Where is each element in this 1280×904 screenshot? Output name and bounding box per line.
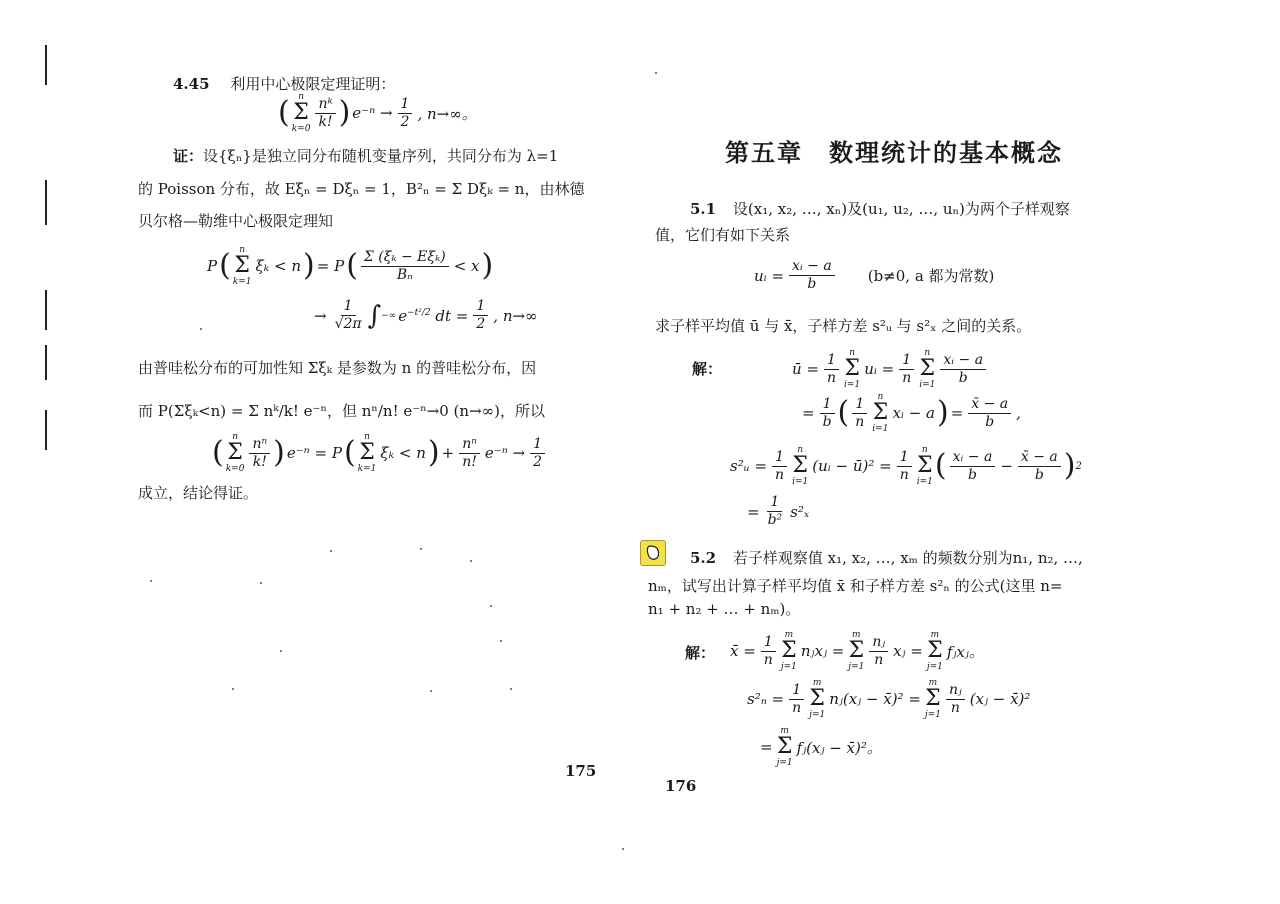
binding-mark [45,290,47,330]
problem2-line-3: n₁ + n₂ + … + nₘ)。 [648,600,801,618]
problem-statement: 利用中心极限定理证明： [230,75,396,93]
problem2-text: 若子样观察值 x₁, x₂, …, xₘ 的频数分别为n₁, n₂, …, [732,549,1083,567]
proof-line-2: 的 Poisson 分布，故 Eξₙ = Dξₙ = 1，B²ₙ = Σ Dξₖ = n，由林德 [138,180,585,198]
scan-speck [490,605,492,607]
scan-speck [420,548,422,550]
problem1-relation-formula: uᵢ = $\frac{\text{xᵢ − a}}{b}$ (b≠0, a 都为常数) [754,258,995,292]
weighted-mean-formula: x̄ = $\frac{1}{n}$ m Σ j=1 nⱼxⱼ = m Σ j=1 $\frac{\text{nⱼ}}{n}$ xⱼ = m Σ j=1 fⱼxⱼ。 [730,630,984,672]
solution2-label: 解： [685,644,716,662]
mean-formula-1: ū = $\frac{1}{n}$ n Σ i=1 uᵢ = $\frac{1}{n}$ n Σ i=1 $\frac{\text{xᵢ − a}}{b}$ [790,348,989,390]
scan-speck [510,688,512,690]
problem1-text: 设(x₁, x₂, …, xₙ)及(u₁, u₂, …, uₙ)为两个子样观察 [732,200,1070,218]
problem2-line-2: nₘ，试写出计算子样平均值 x̄ 和子样方差 s²ₙ 的公式(这里 n= [648,577,1063,595]
scan-speck [470,560,472,562]
page-number: 175 [565,762,597,780]
proof-line-3: 贝尔格—勒维中心极限定理知 [138,212,334,230]
binding-mark [45,345,47,380]
scan-speck [232,688,234,690]
binding-mark [45,410,47,450]
normal-integral-formula: → $\frac{1}{√2\pi}$ ∫ −∞ $e^{-t^2/2}$ dt = $\frac{1}{2}$ , n→∞ [314,298,538,332]
scan-speck [655,72,657,74]
problem1-number: 5.1 [690,200,717,218]
binding-mark [45,45,47,85]
problem1-line-1 [690,198,1070,219]
scan-speck [500,640,502,642]
variance-formula-1: s²ᵤ = $\frac{1}{n}$ n Σ i=1 (uᵢ − ū)² = $\frac{1}{n}$ n Σ i=1 ( $\frac{\text{xᵢ − a}}{b}$ − $\frac{x̄ - a}{b}$ ) 2 [730,445,1082,487]
solution1-label: 解： [692,360,723,378]
final-formula: ( n Σ k=0 $\frac{\text{nⁿ}}{k!}$ ) e⁻ⁿ = P ( n Σ k=1 ξₖ < n ) + $\frac{\text{nⁿ}}{n!}$ e⁻ⁿ → $\frac{1}{2}$ [212,432,548,474]
page-number: 176 [665,777,697,795]
problem-formula: ( n Σ k=0 $\frac{\text{nᵏ}}{k!}$ ) e⁻ⁿ → $\frac{1}{2}$ , n→∞。 [278,92,477,134]
variance-formula-2: = $\frac{1}{\text{b²}}$ s²ₓ [747,494,810,528]
problem1-condition: (b≠0, a 都为常数) [867,267,995,285]
problem1-question: 求子样平均值 ū 与 x̄，子样方差 s²ᵤ 与 s²ₓ 之间的关系。 [655,317,1032,335]
scan-speck [200,328,202,330]
text-line-5: 而 P(Σξₖ<n) = Σ nᵏ/k! e⁻ⁿ，但 nⁿ/n! e⁻ⁿ→0 (n→∞)，所以 [138,402,545,420]
proof-line-1 [173,145,558,166]
scan-speck [150,580,152,582]
problem2-number: 5.2 [690,549,717,567]
chapter-title: 第五章 数理统计的基本概念 [725,139,1063,167]
scan-speck [622,848,624,850]
clt-formula: P ( n Σ k=1 ξₖ < n ) = P ( $\frac{\text{Σ (ξₖ − Eξₖ)}}{\text{Bₙ}}$ < x ) [207,245,494,287]
mean-formula-2: = $\frac{1}{b}$ ( $\frac{1}{n}$ n Σ i=1 xᵢ − a ) = $\frac{x̄ - a}{b}$ , [802,392,1021,434]
problem2-line-1 [690,547,1083,568]
scan-speck [330,550,332,552]
sticky-note-icon [646,545,660,561]
weighted-variance-formula-2: = m Σ j=1 fⱼ(xⱼ − x̄)²。 [760,726,882,768]
scan-speck [280,650,282,652]
weighted-variance-formula: s²ₙ = $\frac{1}{n}$ m Σ j=1 nⱼ(xⱼ − x̄)² = m Σ j=1 $\frac{\text{nⱼ}}{n}$ (xⱼ − x̄)² [747,678,1031,720]
proof-text: 设{ξₙ}是独立同分布随机变量序列，共同分布为 λ=1 [203,147,559,165]
proof-label: 证： [173,147,204,165]
problem-header [173,73,395,94]
scan-speck [260,582,262,584]
note-annotation-icon[interactable] [640,540,666,566]
text-line-4: 由普哇松分布的可加性知 Σξₖ 是参数为 n 的普哇松分布，因 [138,359,537,377]
problem-number: 4.45 [173,75,210,93]
conclusion: 成立，结论得证。 [138,484,259,502]
binding-mark [45,180,47,225]
scan-speck [430,690,432,692]
problem1-line-2: 值，它们有如下关系 [655,226,791,244]
